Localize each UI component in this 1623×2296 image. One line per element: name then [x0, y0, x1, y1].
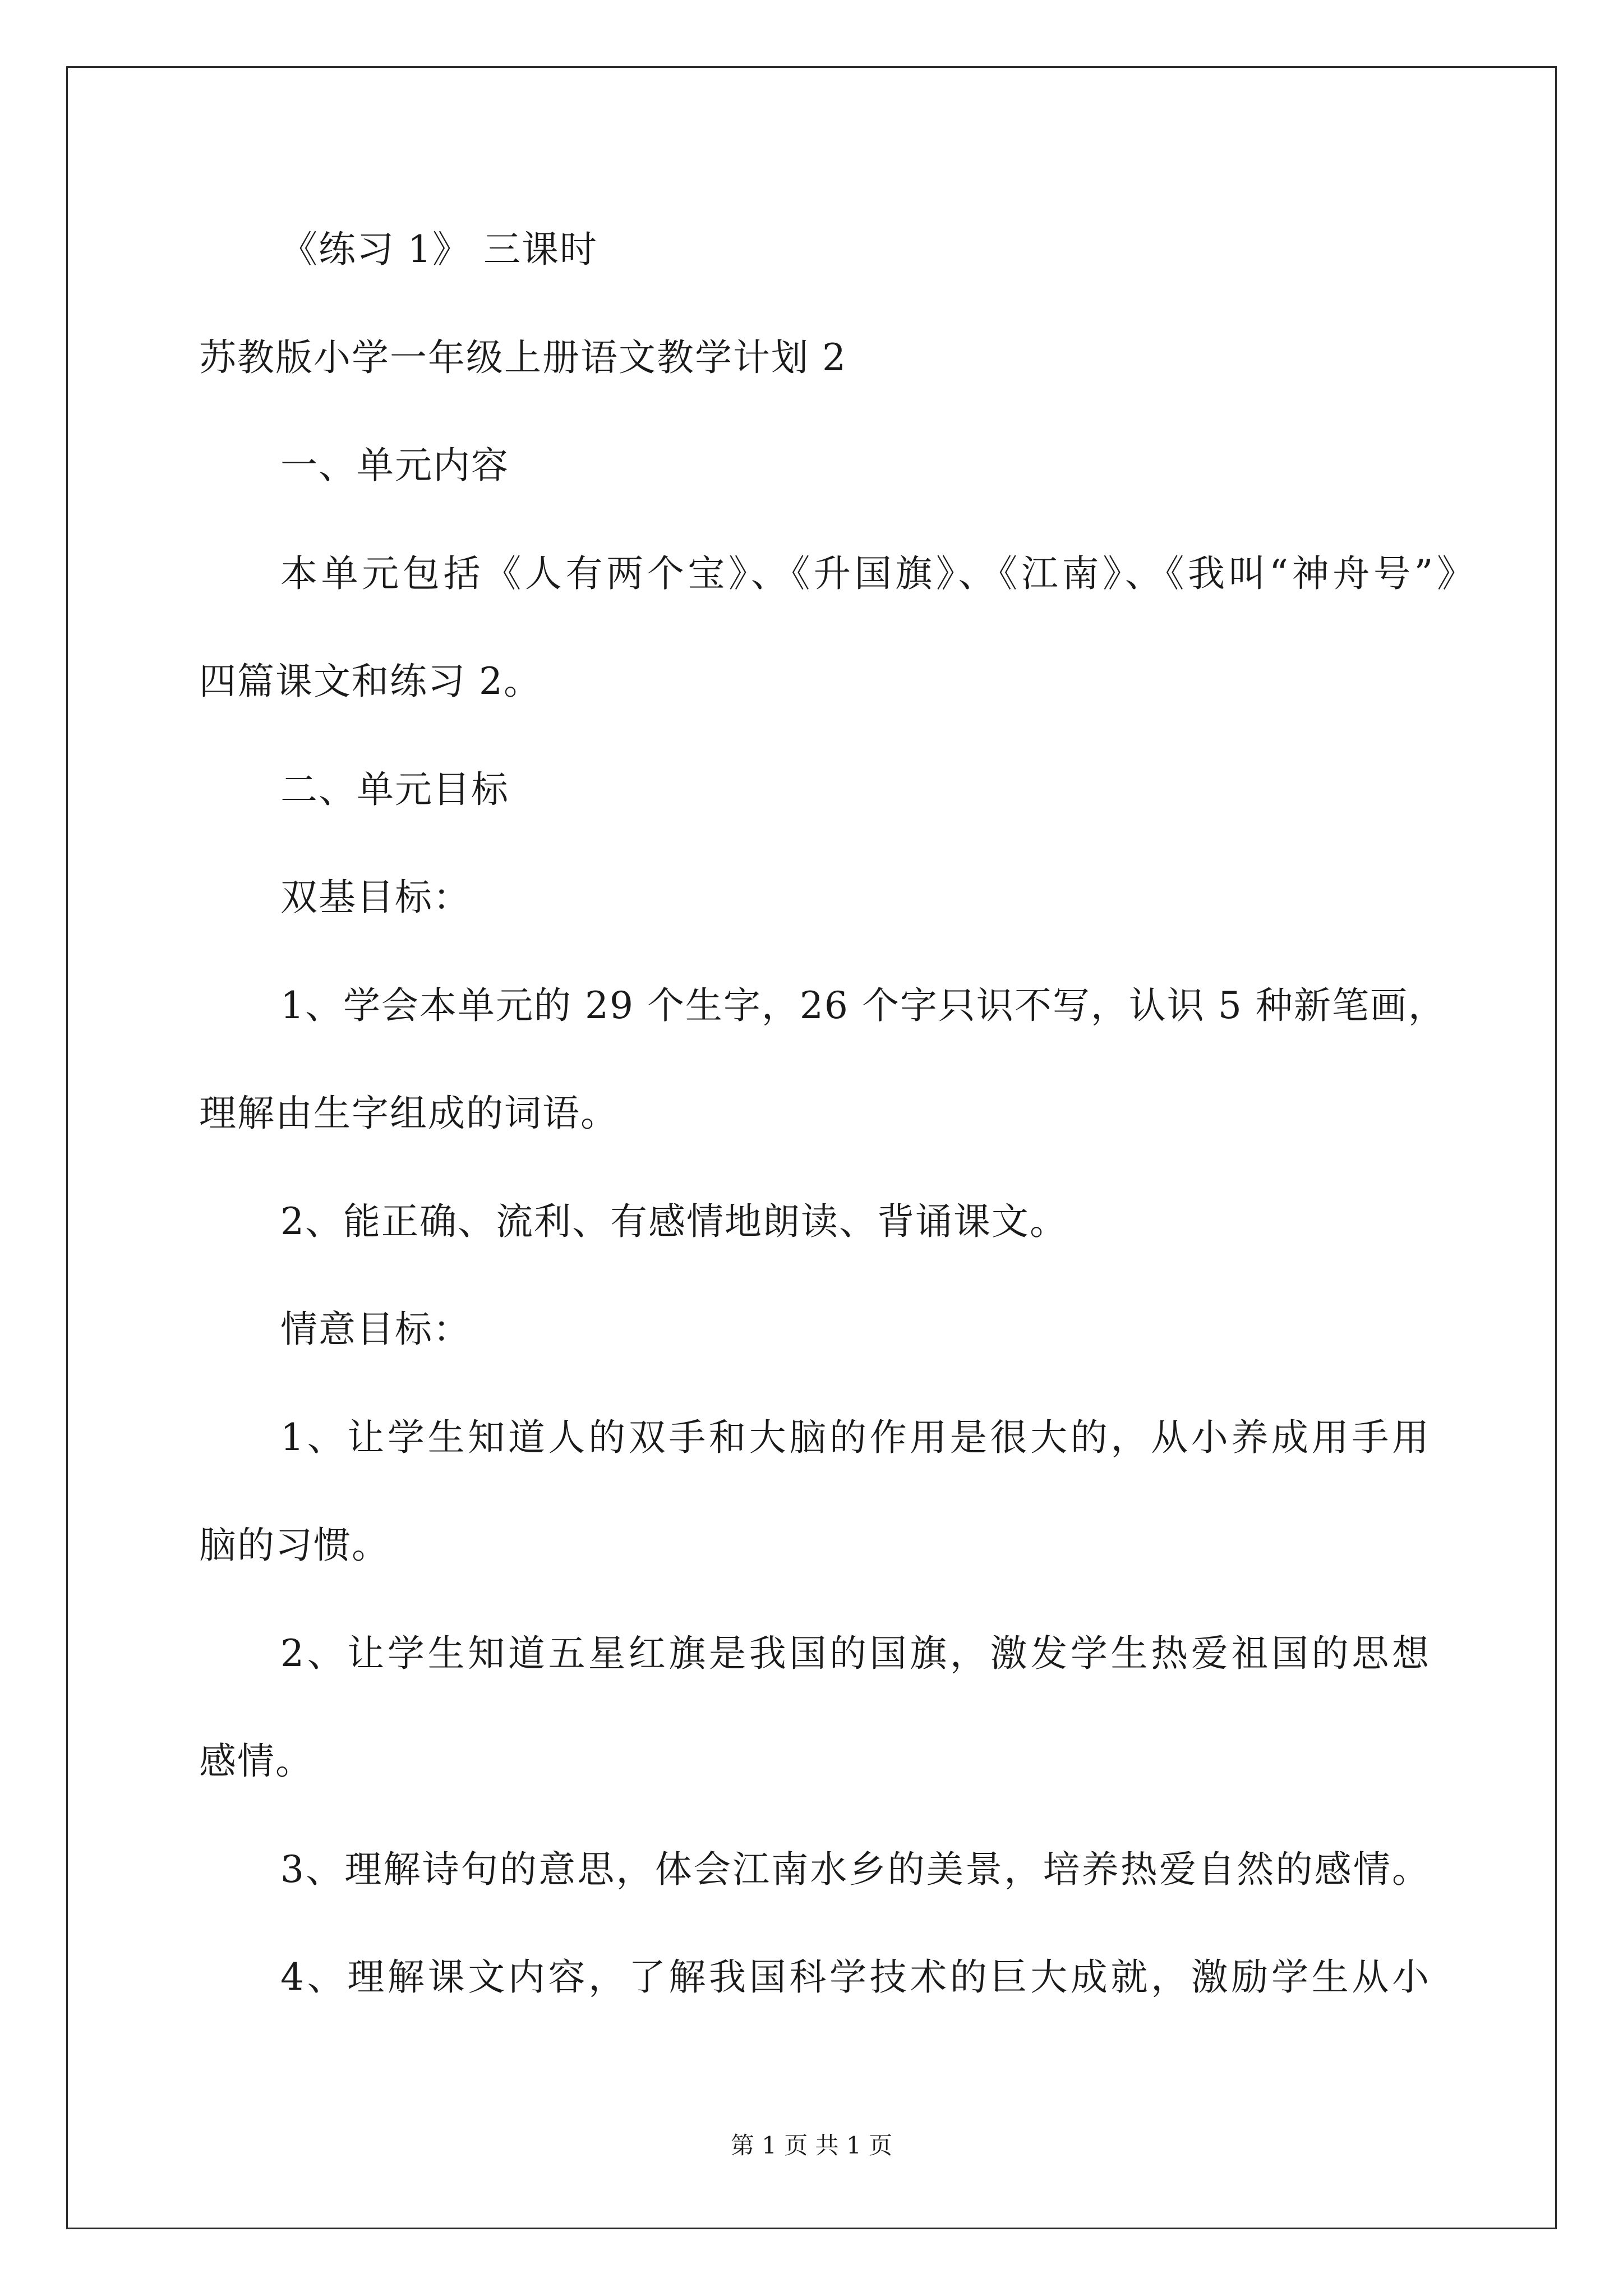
text-line-1: 《练习 1》 三课时	[280, 228, 598, 271]
subheading-basic-goals: 双基目标：	[280, 876, 471, 919]
list-item-continued: 感情。	[199, 1740, 313, 1783]
heading-unit-goals: 二、单元目标	[280, 768, 509, 811]
list-item-continued: 理解由生字组成的词语。	[199, 1092, 619, 1135]
subheading-emotional-goals: 情意目标：	[280, 1308, 471, 1351]
paragraph-line: 本单元包括《人有两个宝》、《升国旗》、《江南》、《我叫“神舟号”》	[280, 552, 1475, 595]
page-footer: 第 1 页 共 1 页	[730, 2132, 893, 2159]
paragraph-line: 四篇课文和练习 2。	[199, 660, 542, 703]
list-item: 2、让学生知道五星红旗是我国的国旗，激发学生热爱祖国的思想	[280, 1632, 1430, 1675]
list-item: 1、学会本单元的 29 个生字，26 个字只识不写，认识 5 种新笔画，	[280, 984, 1446, 1027]
list-item-continued: 脑的习惯。	[199, 1524, 390, 1567]
section-title: 苏教版小学一年级上册语文教学计划 2	[199, 336, 847, 379]
list-item: 1、让学生知道人的双手和大脑的作用是很大的，从小养成用手用	[280, 1416, 1430, 1459]
heading-unit-content: 一、单元内容	[280, 444, 509, 487]
page-border	[66, 66, 1557, 2229]
list-item: 4、理解课文内容，了解我国科学技术的巨大成就，激励学生从小	[280, 1955, 1430, 1999]
list-item: 2、能正确、流利、有感情地朗读、背诵课文。	[280, 1200, 1068, 1243]
list-item: 3、理解诗句的意思，体会江南水乡的美景，培养热爱自然的感情。	[280, 1848, 1430, 1891]
